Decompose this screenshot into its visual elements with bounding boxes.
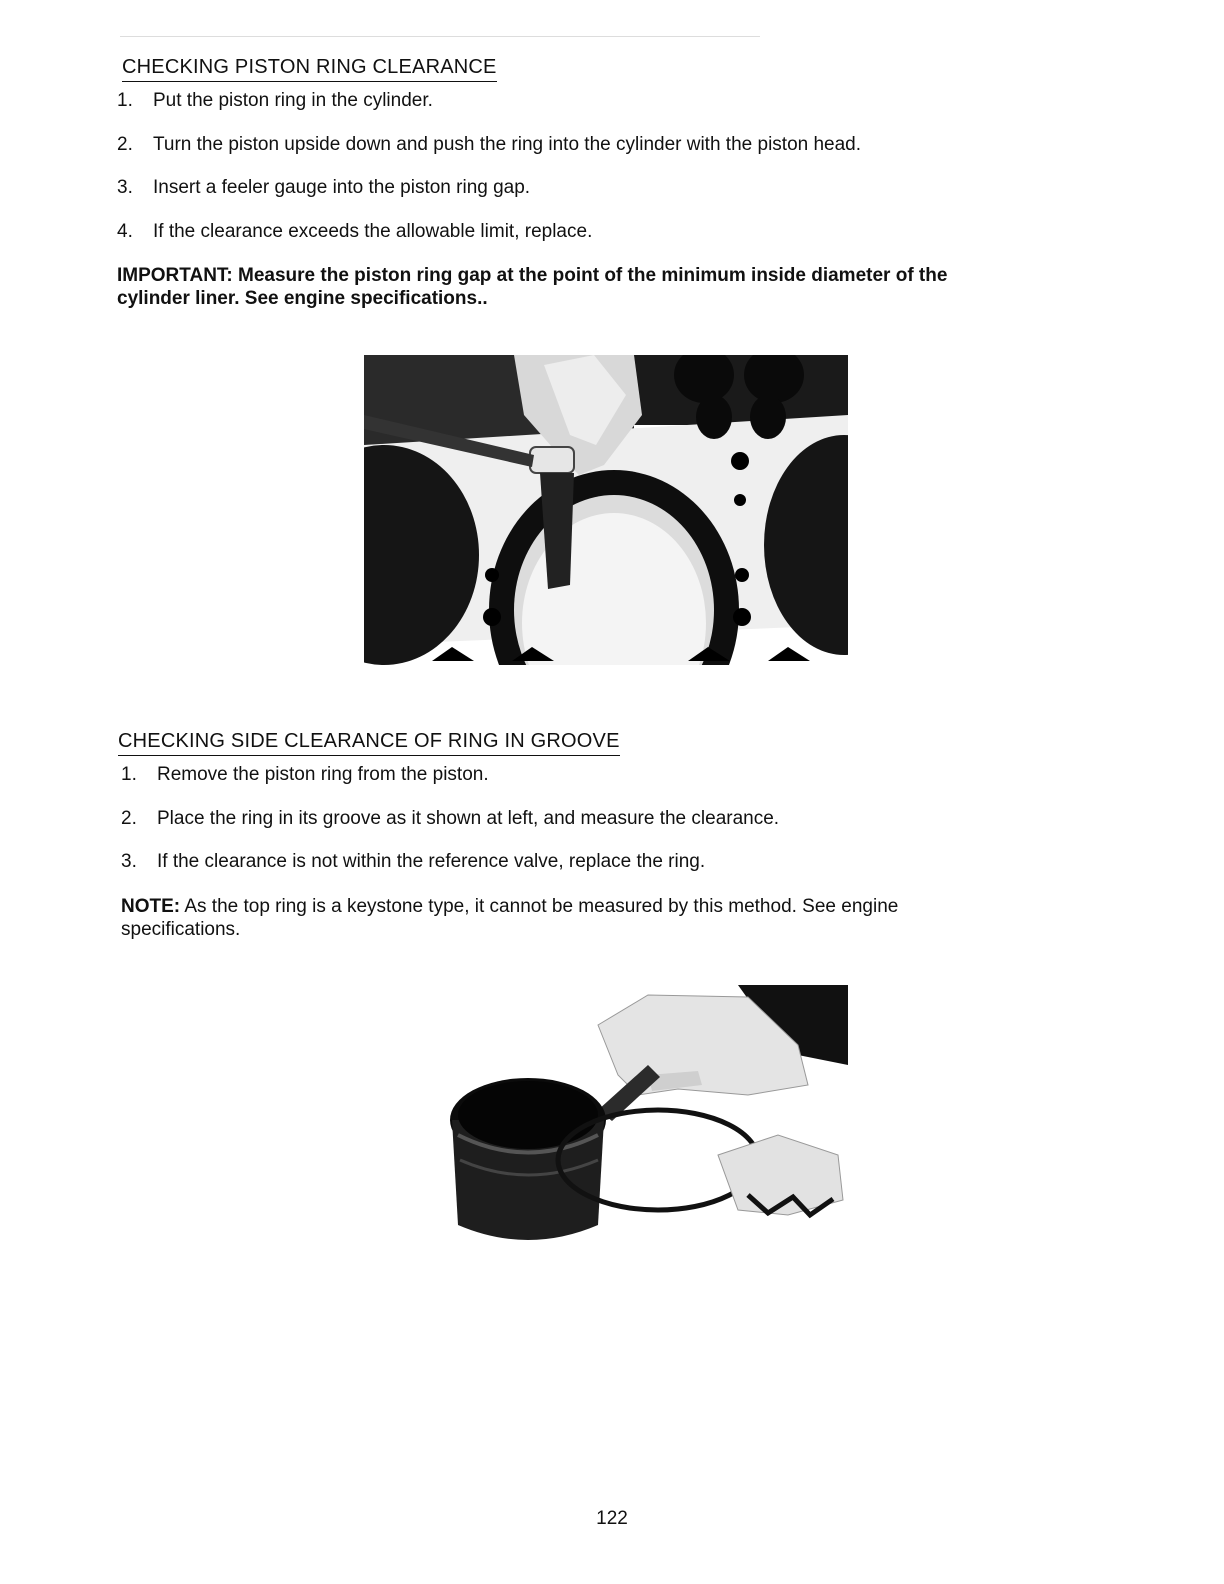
important-notice — [117, 264, 1017, 310]
list-item-number: 1. — [121, 764, 137, 785]
section-heading-side-clearance — [118, 730, 620, 752]
list-item — [117, 221, 592, 243]
scan-artifact-line — [120, 36, 760, 37]
piston-ring-groove-photo — [448, 985, 848, 1250]
note-text: As the top ring is a keystone type, it cannot be measured by this method. See engine specifications. — [121, 896, 899, 940]
list-item — [121, 808, 779, 830]
list-item — [117, 134, 861, 156]
list-item-text: If the clearance is not within the reference valve, replace the ring. — [157, 851, 706, 872]
section-heading-piston-ring-clearance — [122, 56, 497, 78]
section-heading-text: CHECKING SIDE CLEARANCE OF RING IN GROOVE — [118, 730, 620, 752]
list-item-number: 2. — [121, 808, 137, 829]
list-item-text: Place the ring in its groove as it shown at left, and measure the clearance. — [157, 808, 780, 829]
list-item-text: If the clearance exceeds the allowable limit, replace. — [153, 221, 593, 242]
list-item-number: 4. — [117, 221, 133, 242]
list-item-text: Insert a feeler gauge into the piston ring gap. — [153, 177, 531, 198]
list-item-text: Put the piston ring in the cylinder. — [153, 90, 433, 111]
list-item — [117, 177, 530, 199]
page-number: 122 — [596, 1508, 628, 1529]
list-item-number: 3. — [117, 177, 133, 198]
list-item-number: 1. — [117, 90, 133, 111]
heading-underline — [118, 755, 620, 757]
section-heading-text: CHECKING PISTON RING CLEARANCE — [122, 56, 497, 78]
important-text: Measure the piston ring gap at the point of the minimum inside diameter of the cylinder liner. See engine specifications.. — [117, 265, 948, 309]
list-item-number: 3. — [121, 851, 137, 872]
list-item — [117, 90, 433, 112]
list-item — [121, 851, 705, 873]
list-item — [121, 764, 489, 786]
cylinder-ring-gap-photo — [364, 355, 848, 665]
list-item-text: Remove the piston ring from the piston. — [157, 764, 489, 785]
important-label: IMPORTANT: — [117, 265, 233, 286]
list-item-text: Turn the piston upside down and push the ring into the cylinder with the piston head. — [153, 134, 862, 155]
note-label: NOTE: — [121, 896, 181, 917]
list-item-number: 2. — [117, 134, 133, 155]
note — [121, 895, 981, 941]
heading-underline — [122, 81, 497, 83]
